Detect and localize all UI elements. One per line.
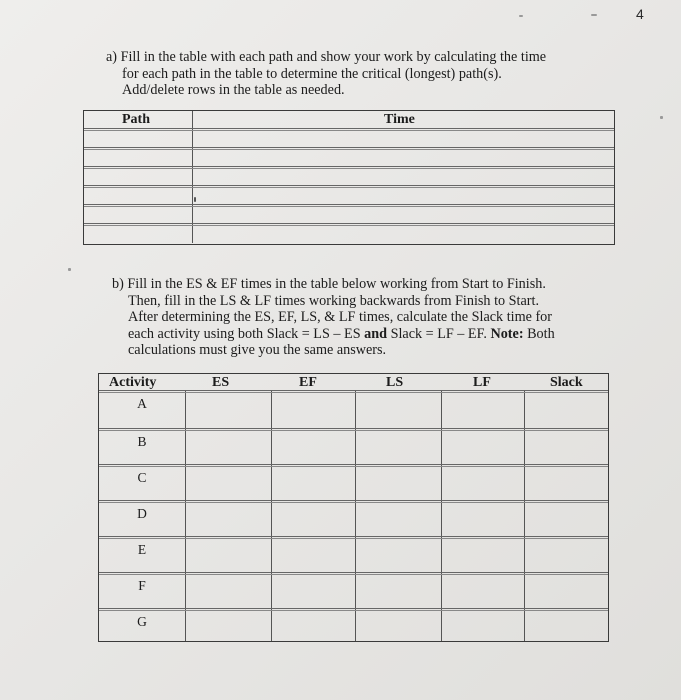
path-column-header: Path [122,112,150,127]
slack-formula-2: Slack = LF – EF. [390,325,487,342]
part-b-line-5: calculations must give you the same answers. [128,342,387,359]
row-divider [99,464,608,467]
row-divider [99,536,608,539]
row-divider [84,128,614,131]
speck-mark [660,116,663,119]
activity-label: F [138,578,146,593]
and-emphasis: and [364,325,388,342]
row-divider [84,204,614,207]
part-a-line-1: a) Fill in the table with each path and show your work by calculating the time [106,49,547,65]
ls-column-header: LS [386,375,404,390]
speck-mark [591,14,597,16]
page-number: 4 [636,6,644,22]
ef-column-header: EF [299,375,317,390]
part-b-line-1: b) Fill in the ES & EF times in the table below working from Start to Finish. [112,276,546,292]
path-time-table [83,110,615,245]
part-b-instructions [112,276,555,359]
activity-label: C [137,470,147,485]
activity-times-table [98,373,609,642]
note-label: Note: [490,325,524,342]
row-divider [84,166,614,169]
row-divider [84,223,614,226]
time-column-header: Time [384,112,415,127]
part-b-line-4 [112,326,555,343]
note-text: Both [527,325,555,342]
activity-label: E [137,542,147,557]
cursor-mark [194,197,196,202]
row-divider [99,608,608,611]
speck-mark [519,15,523,17]
row-divider [84,185,614,188]
activity-label: G [137,614,147,629]
activity-label: A [137,396,147,411]
part-a-instructions [106,49,546,99]
part-a-line-2: for each path in the table to determine the critical (longest) path(s). [122,65,502,82]
activity-column-header: Activity [109,375,157,390]
row-divider [99,500,608,503]
part-b-line-3: After determining the ES, EF, LS, & LF times, calculate the Slack time for [128,309,552,326]
slack-column-header: Slack [550,375,583,390]
speck-mark [68,268,71,271]
path-table-header [84,111,614,129]
part-a-line-3: Add/delete rows in the table as needed. [122,82,345,99]
row-divider [99,428,608,431]
row-divider [99,572,608,575]
activity-label: B [137,434,147,449]
part-b-line-2: Then, fill in the LS & LF times working backwards from Finish to Start. [128,292,540,309]
activity-label: D [137,506,147,521]
row-divider [84,147,614,150]
slack-formula-1: each activity using both Slack = LS – ES [128,325,361,342]
lf-column-header: LF [473,375,491,390]
es-column-header: ES [212,375,230,390]
row-divider [99,390,608,393]
